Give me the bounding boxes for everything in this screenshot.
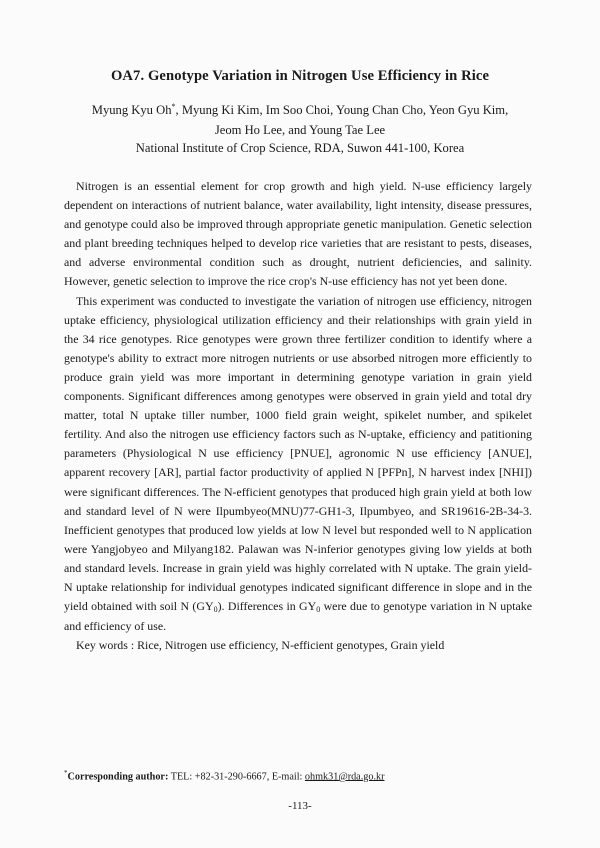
footnote-mark: *: [64, 769, 68, 777]
corresponding-mark: *: [171, 102, 176, 111]
abstract-paragraph-1: Nitrogen is an essential element for crop growth and high yield. N-use efficiency largely dependent on interactions of nutrient balance, water availability, light intensity, disease pressures, and genotype could also be improved through appropriate genetic manipulation. Genetic selection and plant breeding techniques helped to develop rice varieties that are resistant to pests, diseases, and adverse environmental condition such as drought, nutrient deficiencies, and salinity. However, genetic selection to improve the rice crop's N-use efficiency has not yet been done.: [64, 179, 532, 289]
author-list: [0, 100, 600, 140]
footnote-email[interactable]: ohmk31@rda.go.kr: [304, 771, 385, 783]
gy-subscript-2: 0: [316, 605, 321, 615]
footnote-label: Corresponding author:: [67, 771, 169, 783]
page-number: -113-: [288, 800, 312, 812]
paragraph-2-text-b: ). Differences in GY: [217, 599, 317, 614]
affiliation: National Institute of Crop Science, RDA, Suwon 441-100, Korea: [135, 141, 465, 155]
paragraph-2-text: This experiment was conducted to investigate the variation of nitrogen use efficiency, nitrogen uptake efficiency, physiological utilization efficiency and their relationships with grain yield in the 34 rice genotypes. Rice genotypes were grown three fertilizer condition to identify where a genotype's ability to extract more nitrogen nutrients or use absorbed nitrogen more efficiently to produce grain yield was more important in determining genotype variation in grain yield components. Significant differences among genotypes were observed in grain yield and total dry matter, total N uptake tiller number, 1000 field grain weight, spikelet number, and spikelet fertility. And also the nitrogen use efficiency factors such as N-uptake, efficiency and patitioning parameters (Physiological N use efficiency [PNUE], agronomic N use efficiency [ANUE], apparent recovery [AR], partial factor productivity of applied N [PFPn], N harvest index [NHI]) were significant differences. The N-efficient genotypes that produced high grain yield at both low and standard level of N were Ilpumbyeo(MNU)77-GH1-3, Ilpumbyeo, and SR19616-2B-34-3. Inefficient genotypes that produced low yields at low N level but responded well to N application were Yangjobyeo and Milyang182. Palawan was N-inferior genotypes giving low yields at both and standard levels. Increase in grain yield was highly correlated with N uptake. The grain yield-N uptake relationship for individual genotypes indicated significant difference in slope and in the yield obtained with soil N (GY: [64, 293, 532, 614]
abstract-body: [64, 177, 532, 655]
author-first: Myung Kyu Oh: [91, 103, 172, 117]
paper-title: OA7. Genotype Variation in Nitrogen Use Efficiency in Rice: [110, 68, 490, 84]
abstract-paragraph-2: [64, 292, 532, 637]
corresponding-footnote: [64, 769, 384, 782]
author-line-2: Jeom Ho Lee, and Young Tae Lee: [214, 123, 386, 137]
paragraph-2-text-c: were due to genotype variation in N uptake and efficiency of use.: [64, 599, 532, 634]
keywords: Key words : Rice, Nitrogen use efficiency, N-efficient genotypes, Grain yield: [76, 638, 445, 653]
author-rest: , Myung Ki Kim, Im Soo Choi, Young Chan Cho, Yeon Gyu Kim,: [175, 103, 509, 117]
gy-subscript: 0: [213, 605, 218, 615]
footnote-contact: TEL: +82-31-290-6667, E-mail:: [168, 771, 305, 783]
